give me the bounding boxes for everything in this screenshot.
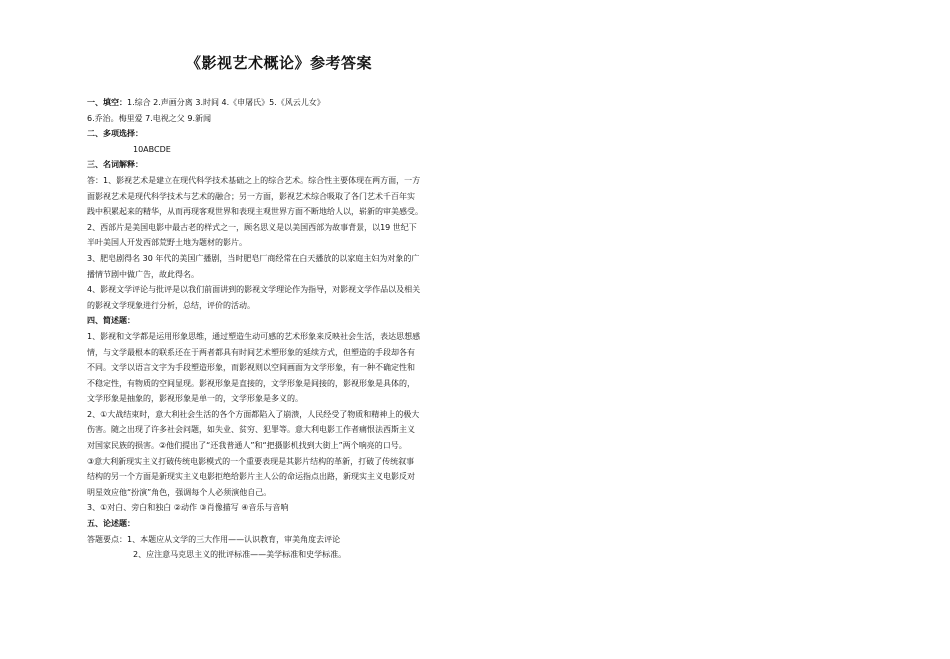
short-answer-line: 结构的另一个方面是新现实主义电影拒绝给影片主人公的命运指点出路，新现实主义电影反对 bbox=[87, 472, 415, 482]
terms-line: 播情节剧中做广告，故此得名。 bbox=[87, 269, 199, 279]
terms-line: 答：1、影视艺术是建立在现代科学技术基础之上的综合艺术。综合性主要体现在两方面，一方 bbox=[87, 175, 421, 185]
short-answer-line: 文学形象是抽象的，影视形象是单一的，文学形象是多义的。 bbox=[87, 394, 303, 404]
terms-line: 3、肥皂剧得名 30 年代的美国广播剧，当时肥皂厂商经常在白天播放的以家庭主妇为对象的广 bbox=[87, 253, 420, 263]
fill-in-line-1 bbox=[87, 95, 467, 111]
short-answer-line: 情，与文学最根本的联系还在于两者都具有时间艺术塑形象的延续方式，但塑造的手段却各有 bbox=[87, 347, 415, 357]
terms-line: 4、影视文学评论与批评是以我们前面讲到的影视文学理论作为指导，对影视文学作品以及相关 bbox=[87, 285, 421, 295]
section-heading-essay: 五、论述题： bbox=[87, 519, 135, 529]
terms-line: 半叶美国人开发西部荒野土地为题材的影片。 bbox=[87, 238, 247, 248]
section-heading-terms: 三、名词解释： bbox=[87, 160, 143, 170]
fill-in-answers-1: 1.综合 2.声画分离 3.时间 4.《申屠氏》5.《风云儿女》 bbox=[127, 98, 325, 107]
short-answer-line: 3、①对白、旁白和独白 ②动作 ③肖像描写 ④音乐与音响 bbox=[87, 503, 289, 513]
fill-in-answers-2: 6.乔治。梅里爱 7.电视之父 9.新闻 bbox=[87, 113, 211, 123]
section-heading-multiple-choice: 二、多项选择： bbox=[87, 129, 143, 139]
essay-point-1: 答题要点：1、本题应从文学的三大作用——认识教育，审美角度去评论 bbox=[87, 534, 341, 544]
multiple-choice-answer: 10ABCDE bbox=[133, 144, 171, 154]
short-answer-line: 不同。文学以语言文字为手段塑造形象，而影视则以空间画面为文学形象，有一种不确定性和 bbox=[87, 363, 415, 373]
document-title: 《影视艺术概论》参考答案 bbox=[186, 54, 373, 72]
terms-line: 面影视艺术是现代科学技术与艺术的融合；另一方面，影视艺术综合吸取了各门艺术千百年实 bbox=[87, 191, 415, 201]
short-answer-line: 对国家民族的损害。②他们提出了“还我普通人”和“把摄影机找到大街上”两个响亮的口号。 bbox=[87, 441, 407, 451]
terms-line: 践中积累起来的精华，从而再现客观世界和表现主观世界方面不断地给人以，崭新的审美感受。 bbox=[87, 207, 423, 217]
short-answer-line: 1、影视和文学都是运用形象思维，通过塑造生动可感的艺术形象来反映社会生活，表达思想感 bbox=[87, 331, 421, 341]
section-heading-short-answer: 四、简述题： bbox=[87, 316, 135, 326]
document-body bbox=[87, 95, 467, 563]
terms-line: 的影视文学现象进行分析，总结，评价的活动。 bbox=[87, 300, 255, 310]
terms-line: 2、西部片是美国电影中最古老的样式之一，顾名思义是以美国西部为故事背景，以19 世纪下 bbox=[87, 222, 417, 232]
essay-point-2: 2、应注意马克思主义的批评标准——美学标准和史学标准。 bbox=[133, 550, 347, 560]
short-answer-line: ③意大利新现实主义打破传统电影模式的一个重要表现是其影片结构的革新，打破了传统叙事 bbox=[87, 456, 415, 466]
short-answer-line: 明星效应他“扮演”角色，强调每个人必须演他自己。 bbox=[87, 487, 272, 497]
short-answer-line: 伤害。随之出现了许多社会问题，如失业、贫穷、犯罪等。意大利电影工作者痛恨法西斯主义 bbox=[87, 425, 415, 435]
short-answer-line: 不稳定性，有物质的空间显现。影视形象是直接的，文学形象是间接的，影视形象是具体的， bbox=[87, 378, 415, 388]
short-answer-line: 2、①大战结束时，意大利社会生活的各个方面都陷入了崩溃，人民经受了物质和精神上的极大 bbox=[87, 409, 420, 419]
section-heading-fill-in: 一、填空： bbox=[87, 98, 127, 107]
